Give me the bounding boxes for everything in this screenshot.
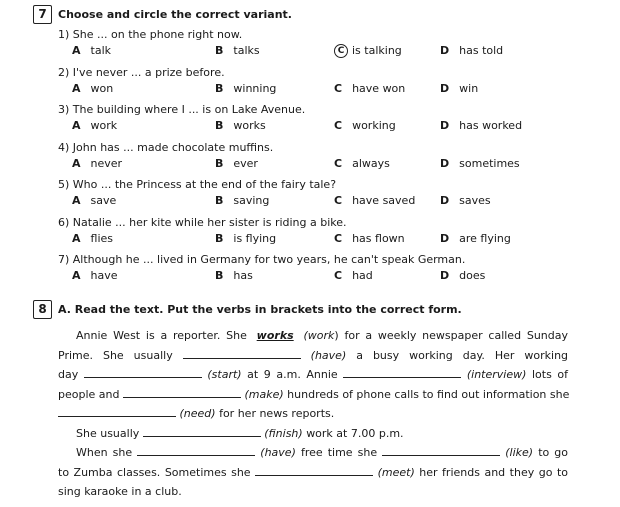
option-letter: B bbox=[215, 231, 224, 245]
text-line-7: When she (have) free time she (like) to go bbox=[58, 443, 568, 463]
question-4-options bbox=[72, 157, 592, 171]
option-text: win bbox=[459, 81, 479, 95]
option-1-a[interactable] bbox=[72, 44, 111, 57]
option-text: has told bbox=[459, 44, 504, 57]
option-text: is talking bbox=[352, 44, 402, 57]
option-letter: A bbox=[72, 81, 81, 95]
question-2: 2) I've never ... a prize before. bbox=[58, 65, 225, 79]
option-3-d[interactable] bbox=[440, 119, 522, 132]
option-text: work bbox=[90, 119, 118, 132]
option-letter: D bbox=[440, 81, 450, 95]
option-7-c[interactable] bbox=[334, 269, 373, 282]
option-text: ever bbox=[233, 156, 258, 170]
option-text: has bbox=[233, 269, 253, 282]
option-letter: A bbox=[72, 231, 81, 245]
exercise-7-number: 7 bbox=[33, 5, 52, 24]
option-3-b[interactable] bbox=[215, 119, 266, 132]
option-letter: B bbox=[215, 156, 224, 170]
option-text: had bbox=[352, 269, 373, 282]
option-6-d[interactable] bbox=[440, 232, 511, 245]
option-6-a[interactable] bbox=[72, 232, 113, 245]
option-letter: D bbox=[440, 231, 450, 245]
text-line-2: Prime. She usually (have) a busy working day. Her working bbox=[58, 346, 568, 366]
option-letter: D bbox=[440, 269, 450, 282]
option-1-b[interactable] bbox=[215, 44, 260, 57]
option-text: won bbox=[90, 81, 114, 95]
option-letter: D bbox=[440, 44, 450, 57]
option-5-c[interactable] bbox=[334, 194, 415, 207]
option-text: have bbox=[90, 269, 118, 282]
exercise-7-title: Choose and circle the correct variant. bbox=[58, 8, 292, 21]
option-text: sometimes bbox=[459, 156, 520, 170]
option-6-c[interactable] bbox=[334, 232, 405, 245]
text-line-9: sing karaoke in a club. bbox=[58, 485, 182, 498]
blank-need[interactable] bbox=[58, 404, 176, 417]
option-4-b[interactable] bbox=[215, 157, 258, 170]
option-letter: A bbox=[72, 44, 81, 57]
option-letter: D bbox=[440, 194, 450, 207]
question-6-options bbox=[72, 232, 592, 246]
option-1-c[interactable] bbox=[334, 44, 402, 59]
option-text: talk bbox=[90, 44, 111, 57]
option-text: have saved bbox=[352, 194, 416, 207]
option-7-b[interactable] bbox=[215, 269, 253, 282]
option-text: is flying bbox=[233, 231, 277, 245]
option-text: saving bbox=[233, 194, 270, 207]
option-letter: A bbox=[72, 156, 81, 170]
question-2-options bbox=[72, 82, 592, 96]
option-text: saves bbox=[459, 194, 491, 207]
question-5-options bbox=[72, 194, 592, 208]
blank-finish[interactable] bbox=[143, 424, 261, 437]
blank-have[interactable] bbox=[183, 346, 301, 359]
option-letter: C bbox=[334, 119, 343, 132]
option-1-d[interactable] bbox=[440, 44, 503, 57]
option-text: winning bbox=[233, 81, 277, 95]
question-4: 4) John has ... made chocolate muffins. bbox=[58, 140, 274, 154]
blank-make[interactable] bbox=[123, 385, 241, 398]
question-6: 6) Natalie ... her kite while her sister is riding a bike. bbox=[58, 215, 347, 229]
option-letter: C bbox=[334, 81, 343, 95]
option-6-b[interactable] bbox=[215, 232, 276, 245]
option-7-a[interactable] bbox=[72, 269, 118, 282]
text-line-3: day (start) at 9 a.m. Annie (interview) lots of bbox=[58, 365, 568, 385]
option-text: have won bbox=[352, 81, 406, 95]
option-text: never bbox=[90, 156, 123, 170]
text-line-8: to Zumba classes. Sometimes she (meet) her friends and they go to bbox=[58, 463, 568, 483]
option-2-c[interactable] bbox=[334, 82, 405, 95]
question-7: 7) Although he ... lived in Germany for two years, he can't speak German. bbox=[58, 253, 466, 266]
question-3-options bbox=[72, 119, 592, 133]
option-2-a[interactable] bbox=[72, 82, 113, 95]
blank-have-2[interactable] bbox=[137, 443, 255, 456]
option-letter: A bbox=[72, 194, 81, 207]
option-3-c[interactable] bbox=[334, 119, 396, 132]
text-line-6: She usually (finish) work at 7.00 p.m. bbox=[58, 424, 568, 444]
option-text: flies bbox=[90, 231, 113, 245]
option-5-b[interactable] bbox=[215, 194, 269, 207]
option-text: talks bbox=[233, 44, 260, 57]
option-2-b[interactable] bbox=[215, 82, 276, 95]
option-letter: D bbox=[440, 156, 450, 170]
option-letter: B bbox=[215, 81, 224, 95]
answer-works[interactable]: works bbox=[256, 329, 294, 342]
option-letter: D bbox=[440, 119, 450, 132]
option-letter: C bbox=[334, 156, 343, 170]
question-1-options bbox=[72, 44, 592, 58]
option-text: are flying bbox=[459, 231, 511, 245]
text-line-5: (need) for her news reports. bbox=[58, 404, 568, 424]
option-7-d[interactable] bbox=[440, 269, 485, 282]
option-text: always bbox=[352, 156, 390, 170]
exercise-8-text bbox=[58, 326, 568, 502]
option-4-a[interactable] bbox=[72, 157, 122, 170]
option-text: working bbox=[352, 119, 396, 132]
option-letter: B bbox=[215, 44, 224, 57]
option-text: has worked bbox=[459, 119, 523, 132]
question-5: 5) Who ... the Princess at the end of the fairy tale? bbox=[58, 178, 337, 191]
option-letter: A bbox=[72, 269, 81, 282]
exercise-8-number: 8 bbox=[33, 300, 52, 319]
option-letter: B bbox=[215, 119, 224, 132]
option-5-a[interactable] bbox=[72, 194, 116, 207]
option-3-a[interactable] bbox=[72, 119, 117, 132]
option-2-d[interactable] bbox=[440, 82, 478, 95]
circled-letter: C bbox=[334, 44, 348, 58]
option-text: does bbox=[459, 269, 486, 282]
question-1: 1) She ... on the phone right now. bbox=[58, 28, 243, 41]
option-5-d[interactable] bbox=[440, 194, 491, 207]
text-line-1: Annie West is a reporter. She works (work) for a weekly newspaper called Sunday bbox=[76, 329, 568, 342]
text-line-4: people and (make) hundreds of phone calls to find out information she bbox=[58, 385, 568, 405]
option-4-d[interactable] bbox=[440, 157, 520, 170]
blank-start[interactable] bbox=[84, 365, 202, 378]
option-4-c[interactable] bbox=[334, 157, 390, 170]
option-text: save bbox=[90, 194, 117, 207]
option-letter: C bbox=[334, 194, 343, 207]
option-letter: A bbox=[72, 119, 81, 132]
blank-interview[interactable] bbox=[343, 365, 461, 378]
option-text: works bbox=[233, 119, 266, 132]
question-7-options bbox=[72, 269, 592, 283]
option-text: has flown bbox=[352, 231, 405, 245]
option-letter: B bbox=[215, 194, 224, 207]
option-letter: B bbox=[215, 269, 224, 282]
option-letter: C bbox=[334, 269, 343, 282]
option-letter: C bbox=[334, 231, 343, 245]
exercise-8-title: A. Read the text. Put the verbs in brackets into the correct form. bbox=[58, 303, 462, 316]
blank-meet[interactable] bbox=[255, 463, 373, 476]
question-3: 3) The building where I ... is on Lake Avenue. bbox=[58, 103, 306, 116]
blank-like[interactable] bbox=[382, 443, 500, 456]
